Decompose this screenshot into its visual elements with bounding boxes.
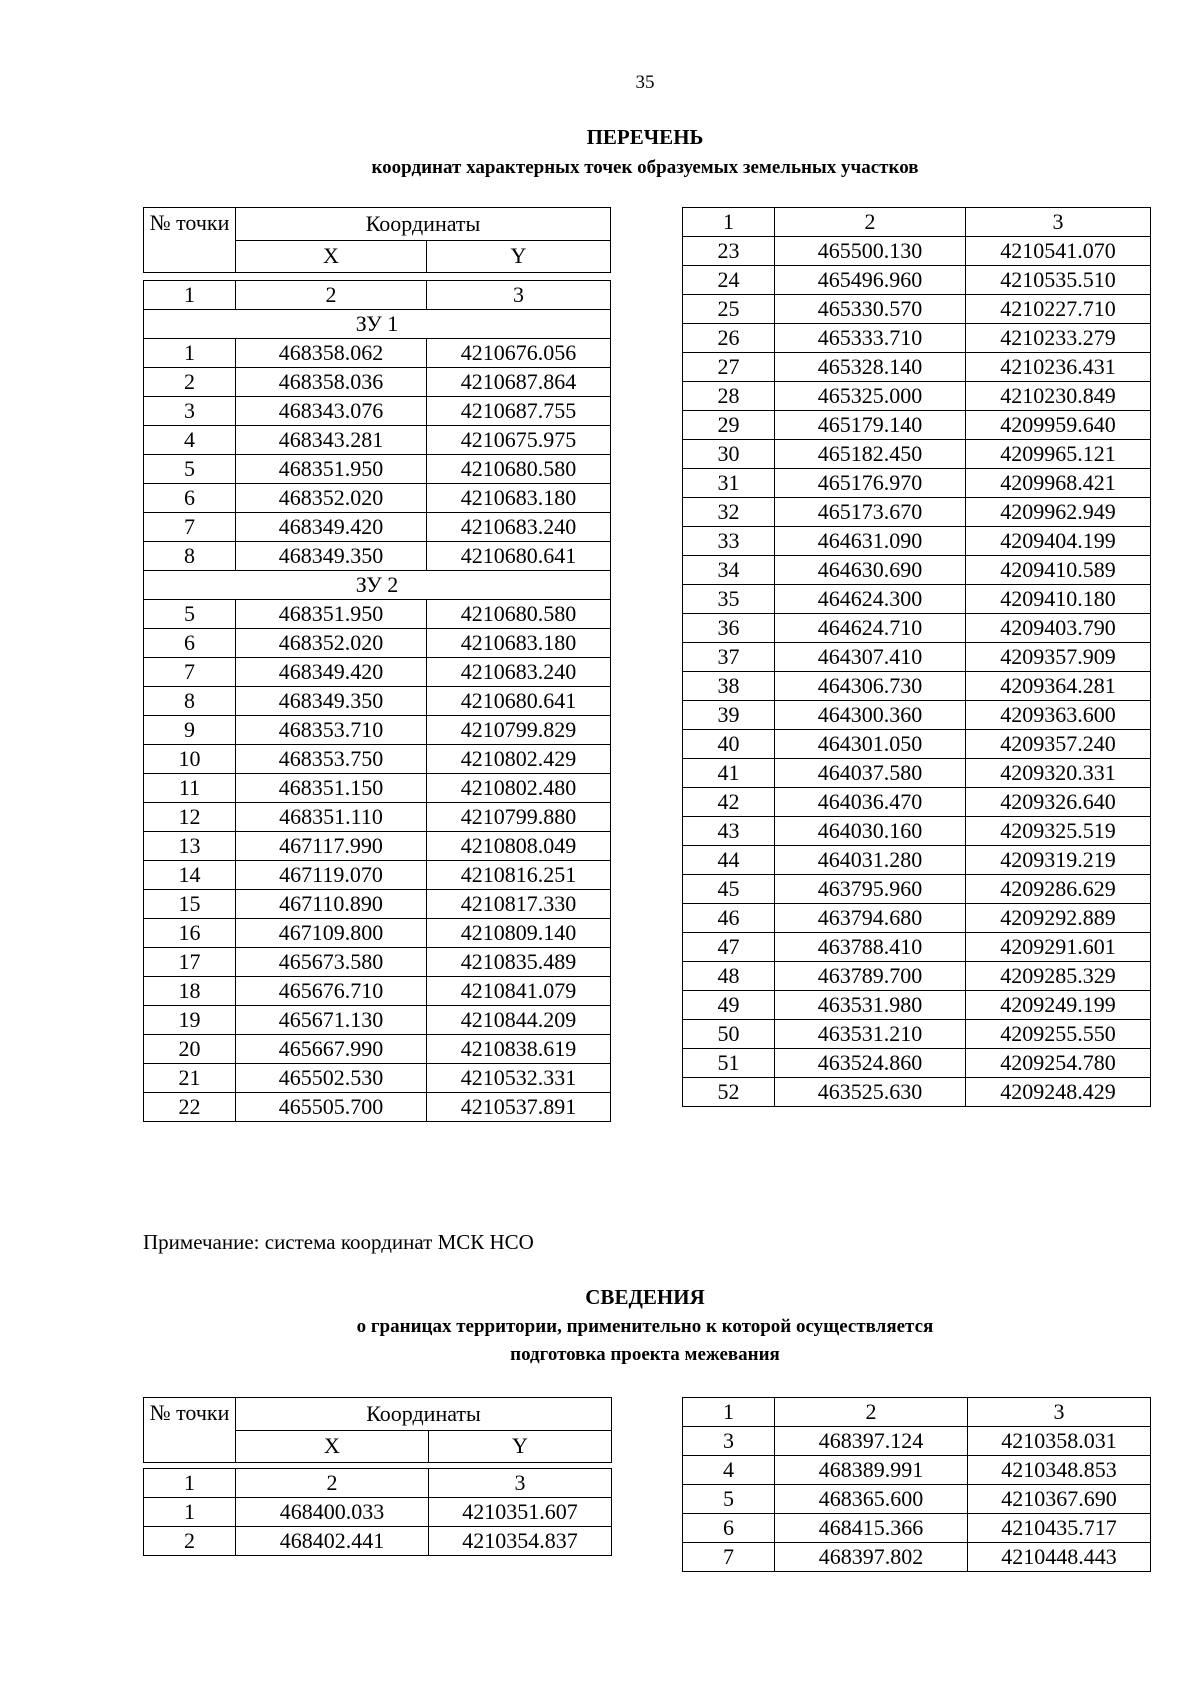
table-row <box>683 411 1151 440</box>
table-row <box>683 1078 1151 1107</box>
y-coordinate-cell: 4209326.640 <box>966 788 1151 817</box>
page-number: 35 <box>635 72 655 93</box>
x-coordinate-cell: 468352.020 <box>236 484 427 513</box>
point-number-cell: 45 <box>683 875 775 904</box>
x-coordinate-cell: 468397.124 <box>775 1427 968 1456</box>
point-number-cell: 49 <box>683 991 775 1020</box>
table-row <box>144 426 611 455</box>
column-number: 3 <box>968 1398 1151 1427</box>
point-number-cell: 26 <box>683 324 775 353</box>
table-row <box>683 440 1151 469</box>
x-coordinate-cell: 468353.750 <box>236 745 427 774</box>
point-number-cell: 14 <box>144 861 236 890</box>
x-coordinate-cell: 468349.420 <box>236 513 427 542</box>
x-coordinate-cell: 465328.140 <box>775 353 966 382</box>
x-coordinate-cell: 464631.090 <box>775 527 966 556</box>
table-row <box>144 1093 611 1122</box>
coordinate-system-note: Примечание: система координат МСК НСО <box>143 1230 534 1254</box>
table-row <box>683 382 1151 411</box>
y-coordinate-cell: 4210799.829 <box>427 716 611 745</box>
y-coordinate-cell: 4209291.601 <box>966 933 1151 962</box>
point-number-cell: 16 <box>144 919 236 948</box>
y-coordinate-cell: 4209404.199 <box>966 527 1151 556</box>
x-coordinate-cell: 465676.710 <box>236 977 427 1006</box>
y-coordinate-cell: 4209410.180 <box>966 585 1151 614</box>
y-coordinate-cell: 4210844.209 <box>427 1006 611 1035</box>
y-coordinate-cell: 4210802.480 <box>427 774 611 803</box>
y-coordinate-cell: 4210532.331 <box>427 1064 611 1093</box>
x-coordinate-cell: 463531.210 <box>775 1020 966 1049</box>
table-row <box>683 295 1151 324</box>
table-row <box>144 803 611 832</box>
table-row <box>144 513 611 542</box>
y-coordinate-cell: 4210683.240 <box>427 658 611 687</box>
column-number: 1 <box>683 208 775 237</box>
table-row <box>144 861 611 890</box>
x-coordinate-cell: 467109.800 <box>236 919 427 948</box>
y-coordinate-cell: 4209363.600 <box>966 701 1151 730</box>
parcel-group-row <box>144 571 611 600</box>
y-coordinate-cell: 4210354.837 <box>429 1527 612 1556</box>
x-coordinate-cell: 468351.950 <box>236 600 427 629</box>
y-coordinate-cell: 4210680.580 <box>427 455 611 484</box>
table-row <box>683 237 1151 266</box>
table-row <box>683 1049 1151 1078</box>
header-point-number: № точки <box>144 1398 236 1463</box>
x-coordinate-cell: 467119.070 <box>236 861 427 890</box>
y-coordinate-cell: 4209255.550 <box>966 1020 1151 1049</box>
table-row <box>683 266 1151 295</box>
parcel-group-row <box>144 310 611 339</box>
y-coordinate-cell: 4210535.510 <box>966 266 1151 295</box>
x-coordinate-cell: 465673.580 <box>236 948 427 977</box>
point-number-cell: 34 <box>683 556 775 585</box>
point-number-cell: 6 <box>144 484 236 513</box>
point-number-cell: 12 <box>144 803 236 832</box>
table-row <box>683 991 1151 1020</box>
point-number-cell: 24 <box>683 266 775 295</box>
table-row <box>683 556 1151 585</box>
y-coordinate-cell: 4210537.891 <box>427 1093 611 1122</box>
y-coordinate-cell: 4210683.180 <box>427 629 611 658</box>
y-coordinate-cell: 4209286.629 <box>966 875 1151 904</box>
point-number-cell: 52 <box>683 1078 775 1107</box>
y-coordinate-cell: 4210816.251 <box>427 861 611 890</box>
table-row <box>683 1543 1151 1572</box>
header-point-number: № точки <box>144 208 236 273</box>
x-coordinate-cell: 465330.570 <box>775 295 966 324</box>
s2-left-table <box>143 1468 612 1556</box>
y-coordinate-cell: 4210367.690 <box>968 1485 1151 1514</box>
point-number-cell: 39 <box>683 701 775 730</box>
y-coordinate-cell: 4210809.140 <box>427 919 611 948</box>
y-coordinate-cell: 4209254.780 <box>966 1049 1151 1078</box>
x-coordinate-cell: 468397.802 <box>775 1543 968 1572</box>
table-row <box>144 1498 612 1527</box>
s2-header-table <box>143 1397 612 1463</box>
x-coordinate-cell: 468415.366 <box>775 1514 968 1543</box>
point-number-cell: 1 <box>144 339 236 368</box>
header-y: Y <box>429 1430 612 1463</box>
x-coordinate-cell: 464624.710 <box>775 614 966 643</box>
y-coordinate-cell: 4210230.849 <box>966 382 1151 411</box>
point-number-cell: 30 <box>683 440 775 469</box>
point-number-cell: 11 <box>144 774 236 803</box>
table-row <box>144 629 611 658</box>
point-number-cell: 21 <box>144 1064 236 1093</box>
x-coordinate-cell: 463525.630 <box>775 1078 966 1107</box>
x-coordinate-cell: 463531.980 <box>775 991 966 1020</box>
column-number: 2 <box>236 281 427 310</box>
x-coordinate-cell: 465671.130 <box>236 1006 427 1035</box>
column-number: 2 <box>236 1469 429 1498</box>
table-row <box>144 919 611 948</box>
column-number: 3 <box>966 208 1151 237</box>
y-coordinate-cell: 4210541.070 <box>966 237 1151 266</box>
y-coordinate-cell: 4209248.429 <box>966 1078 1151 1107</box>
x-coordinate-cell: 464630.690 <box>775 556 966 585</box>
column-number-row <box>683 208 1151 237</box>
table-row <box>683 1485 1151 1514</box>
x-coordinate-cell: 463795.960 <box>775 875 966 904</box>
y-coordinate-cell: 4210236.431 <box>966 353 1151 382</box>
x-coordinate-cell: 465182.450 <box>775 440 966 469</box>
table-row <box>144 484 611 513</box>
x-coordinate-cell: 468358.062 <box>236 339 427 368</box>
s2-right-table <box>682 1397 1151 1572</box>
y-coordinate-cell: 4210683.240 <box>427 513 611 542</box>
x-coordinate-cell: 468343.281 <box>236 426 427 455</box>
table-row <box>683 1020 1151 1049</box>
table-row <box>144 774 611 803</box>
point-number-cell: 3 <box>144 397 236 426</box>
y-coordinate-cell: 4210799.880 <box>427 803 611 832</box>
x-coordinate-cell: 468351.950 <box>236 455 427 484</box>
table-row <box>683 498 1151 527</box>
point-number-cell: 2 <box>144 368 236 397</box>
s1-left-table <box>143 280 611 1122</box>
table-row <box>683 324 1151 353</box>
point-number-cell: 27 <box>683 353 775 382</box>
y-coordinate-cell: 4209249.199 <box>966 991 1151 1020</box>
table-row <box>683 672 1151 701</box>
x-coordinate-cell: 465333.710 <box>775 324 966 353</box>
y-coordinate-cell: 4209325.519 <box>966 817 1151 846</box>
point-number-cell: 7 <box>144 658 236 687</box>
x-coordinate-cell: 464031.280 <box>775 846 966 875</box>
point-number-cell: 42 <box>683 788 775 817</box>
y-coordinate-cell: 4209357.240 <box>966 730 1151 759</box>
y-coordinate-cell: 4210817.330 <box>427 890 611 919</box>
column-number: 1 <box>683 1398 775 1427</box>
x-coordinate-cell: 465505.700 <box>236 1093 427 1122</box>
y-coordinate-cell: 4210676.056 <box>427 339 611 368</box>
table-row <box>683 875 1151 904</box>
x-coordinate-cell: 467117.990 <box>236 832 427 861</box>
header-x: X <box>236 1430 429 1463</box>
table-row <box>683 701 1151 730</box>
y-coordinate-cell: 4210448.443 <box>968 1543 1151 1572</box>
x-coordinate-cell: 464036.470 <box>775 788 966 817</box>
table-row <box>144 1064 611 1093</box>
table-row <box>683 846 1151 875</box>
header-coordinates: Координаты <box>236 1398 612 1431</box>
column-number: 3 <box>429 1469 612 1498</box>
x-coordinate-cell: 465667.990 <box>236 1035 427 1064</box>
x-coordinate-cell: 468400.033 <box>236 1498 429 1527</box>
column-number: 2 <box>775 1398 968 1427</box>
table-row <box>144 1006 611 1035</box>
point-number-cell: 32 <box>683 498 775 527</box>
header-x: X <box>236 240 427 273</box>
point-number-cell: 10 <box>144 745 236 774</box>
point-number-cell: 43 <box>683 817 775 846</box>
y-coordinate-cell: 4210227.710 <box>966 295 1151 324</box>
y-coordinate-cell: 4210233.279 <box>966 324 1151 353</box>
x-coordinate-cell: 468358.036 <box>236 368 427 397</box>
point-number-cell: 44 <box>683 846 775 875</box>
x-coordinate-cell: 465502.530 <box>236 1064 427 1093</box>
column-number-row <box>683 1398 1151 1427</box>
x-coordinate-cell: 468389.991 <box>775 1456 968 1485</box>
point-number-cell: 41 <box>683 759 775 788</box>
y-coordinate-cell: 4210835.489 <box>427 948 611 977</box>
parcel-group-label: ЗУ 2 <box>144 571 611 600</box>
point-number-cell: 7 <box>683 1543 775 1572</box>
y-coordinate-cell: 4210808.049 <box>427 832 611 861</box>
point-number-cell: 40 <box>683 730 775 759</box>
table-row <box>683 962 1151 991</box>
point-number-cell: 25 <box>683 295 775 324</box>
x-coordinate-cell: 465173.670 <box>775 498 966 527</box>
x-coordinate-cell: 468343.076 <box>236 397 427 426</box>
point-number-cell: 6 <box>144 629 236 658</box>
x-coordinate-cell: 465500.130 <box>775 237 966 266</box>
x-coordinate-cell: 468349.420 <box>236 658 427 687</box>
y-coordinate-cell: 4209965.121 <box>966 440 1151 469</box>
point-number-cell: 29 <box>683 411 775 440</box>
point-number-cell: 20 <box>144 1035 236 1064</box>
table-row <box>144 339 611 368</box>
y-coordinate-cell: 4209285.329 <box>966 962 1151 991</box>
x-coordinate-cell: 464301.050 <box>775 730 966 759</box>
point-number-cell: 48 <box>683 962 775 991</box>
point-number-cell: 22 <box>144 1093 236 1122</box>
table-row <box>683 1427 1151 1456</box>
table-row <box>144 948 611 977</box>
point-number-cell: 8 <box>144 687 236 716</box>
y-coordinate-cell: 4209968.421 <box>966 469 1151 498</box>
table-row <box>683 933 1151 962</box>
table-row <box>144 1527 612 1556</box>
x-coordinate-cell: 464037.580 <box>775 759 966 788</box>
column-number: 1 <box>144 281 236 310</box>
x-coordinate-cell: 468365.600 <box>775 1485 968 1514</box>
y-coordinate-cell: 4210687.755 <box>427 397 611 426</box>
point-number-cell: 47 <box>683 933 775 962</box>
point-number-cell: 5 <box>683 1485 775 1514</box>
table-row <box>144 455 611 484</box>
table-row <box>683 585 1151 614</box>
table-row <box>683 614 1151 643</box>
table-row <box>683 469 1151 498</box>
table-row <box>144 542 611 571</box>
table-row <box>144 600 611 629</box>
table-row <box>144 832 611 861</box>
table-row <box>683 643 1151 672</box>
table-row <box>683 730 1151 759</box>
point-number-cell: 6 <box>683 1514 775 1543</box>
point-number-cell: 23 <box>683 237 775 266</box>
point-number-cell: 9 <box>144 716 236 745</box>
header-coordinates: Координаты <box>236 208 611 241</box>
y-coordinate-cell: 4210680.580 <box>427 600 611 629</box>
point-number-cell: 5 <box>144 600 236 629</box>
y-coordinate-cell: 4210680.641 <box>427 542 611 571</box>
point-number-cell: 7 <box>144 513 236 542</box>
y-coordinate-cell: 4210687.864 <box>427 368 611 397</box>
y-coordinate-cell: 4209319.219 <box>966 846 1151 875</box>
y-coordinate-cell: 4210680.641 <box>427 687 611 716</box>
x-coordinate-cell: 464624.300 <box>775 585 966 614</box>
point-number-cell: 4 <box>144 426 236 455</box>
table-row <box>683 759 1151 788</box>
column-number: 2 <box>775 208 966 237</box>
y-coordinate-cell: 4209357.909 <box>966 643 1151 672</box>
point-number-cell: 8 <box>144 542 236 571</box>
y-coordinate-cell: 4210802.429 <box>427 745 611 774</box>
y-coordinate-cell: 4209403.790 <box>966 614 1151 643</box>
column-number: 1 <box>144 1469 236 1498</box>
s1-header-table <box>143 207 611 273</box>
point-number-cell: 5 <box>144 455 236 484</box>
y-coordinate-cell: 4210683.180 <box>427 484 611 513</box>
table-row <box>144 687 611 716</box>
x-coordinate-cell: 468349.350 <box>236 542 427 571</box>
x-coordinate-cell: 463794.680 <box>775 904 966 933</box>
column-number-row <box>144 1469 612 1498</box>
table-row <box>683 527 1151 556</box>
section1-title: ПЕРЕЧЕНЬ <box>586 125 704 149</box>
table-row <box>144 1035 611 1064</box>
table-row <box>144 658 611 687</box>
point-number-cell: 28 <box>683 382 775 411</box>
x-coordinate-cell: 468352.020 <box>236 629 427 658</box>
table-row <box>683 904 1151 933</box>
section2-title: СВЕДЕНИЯ <box>585 1285 705 1309</box>
column-number: 3 <box>427 281 611 310</box>
table-row <box>683 353 1151 382</box>
x-coordinate-cell: 464030.160 <box>775 817 966 846</box>
y-coordinate-cell: 4210348.853 <box>968 1456 1151 1485</box>
point-number-cell: 51 <box>683 1049 775 1078</box>
point-number-cell: 36 <box>683 614 775 643</box>
y-coordinate-cell: 4210435.717 <box>968 1514 1151 1543</box>
x-coordinate-cell: 468351.150 <box>236 774 427 803</box>
x-coordinate-cell: 465496.960 <box>775 266 966 295</box>
x-coordinate-cell: 464306.730 <box>775 672 966 701</box>
y-coordinate-cell: 4209959.640 <box>966 411 1151 440</box>
x-coordinate-cell: 465325.000 <box>775 382 966 411</box>
x-coordinate-cell: 465176.970 <box>775 469 966 498</box>
point-number-cell: 4 <box>683 1456 775 1485</box>
x-coordinate-cell: 464307.410 <box>775 643 966 672</box>
point-number-cell: 17 <box>144 948 236 977</box>
table-row <box>683 817 1151 846</box>
point-number-cell: 19 <box>144 1006 236 1035</box>
x-coordinate-cell: 465179.140 <box>775 411 966 440</box>
header-y: Y <box>427 240 611 273</box>
y-coordinate-cell: 4209962.949 <box>966 498 1151 527</box>
parcel-group-label: ЗУ 1 <box>144 310 611 339</box>
section2-subtitle-2: подготовка проекта межевания <box>510 1344 780 1365</box>
y-coordinate-cell: 4210838.619 <box>427 1035 611 1064</box>
y-coordinate-cell: 4210841.079 <box>427 977 611 1006</box>
point-number-cell: 50 <box>683 1020 775 1049</box>
section2-subtitle-1: о границах территории, применительно к которой осуществляется <box>356 1316 934 1337</box>
table-row <box>144 397 611 426</box>
point-number-cell: 18 <box>144 977 236 1006</box>
x-coordinate-cell: 468351.110 <box>236 803 427 832</box>
table-row <box>683 1456 1151 1485</box>
point-number-cell: 13 <box>144 832 236 861</box>
x-coordinate-cell: 468353.710 <box>236 716 427 745</box>
table-row <box>144 716 611 745</box>
point-number-cell: 46 <box>683 904 775 933</box>
point-number-cell: 3 <box>683 1427 775 1456</box>
y-coordinate-cell: 4209364.281 <box>966 672 1151 701</box>
y-coordinate-cell: 4209292.889 <box>966 904 1151 933</box>
point-number-cell: 33 <box>683 527 775 556</box>
x-coordinate-cell: 463788.410 <box>775 933 966 962</box>
point-number-cell: 1 <box>144 1498 236 1527</box>
table-row <box>144 368 611 397</box>
y-coordinate-cell: 4209410.589 <box>966 556 1151 585</box>
table-row <box>683 788 1151 817</box>
x-coordinate-cell: 464300.360 <box>775 701 966 730</box>
table-row <box>144 890 611 919</box>
point-number-cell: 2 <box>144 1527 236 1556</box>
point-number-cell: 31 <box>683 469 775 498</box>
section1-subtitle: координат характерных точек образуемых земельных участков <box>371 157 919 178</box>
x-coordinate-cell: 467110.890 <box>236 890 427 919</box>
table-row <box>144 745 611 774</box>
y-coordinate-cell: 4210675.975 <box>427 426 611 455</box>
x-coordinate-cell: 468402.441 <box>236 1527 429 1556</box>
point-number-cell: 38 <box>683 672 775 701</box>
point-number-cell: 35 <box>683 585 775 614</box>
y-coordinate-cell: 4210358.031 <box>968 1427 1151 1456</box>
table-row <box>144 977 611 1006</box>
x-coordinate-cell: 468349.350 <box>236 687 427 716</box>
point-number-cell: 15 <box>144 890 236 919</box>
x-coordinate-cell: 463789.700 <box>775 962 966 991</box>
s1-right-table <box>682 207 1151 1107</box>
table-row <box>683 1514 1151 1543</box>
y-coordinate-cell: 4209320.331 <box>966 759 1151 788</box>
point-number-cell: 37 <box>683 643 775 672</box>
y-coordinate-cell: 4210351.607 <box>429 1498 612 1527</box>
column-number-row <box>144 281 611 310</box>
x-coordinate-cell: 463524.860 <box>775 1049 966 1078</box>
